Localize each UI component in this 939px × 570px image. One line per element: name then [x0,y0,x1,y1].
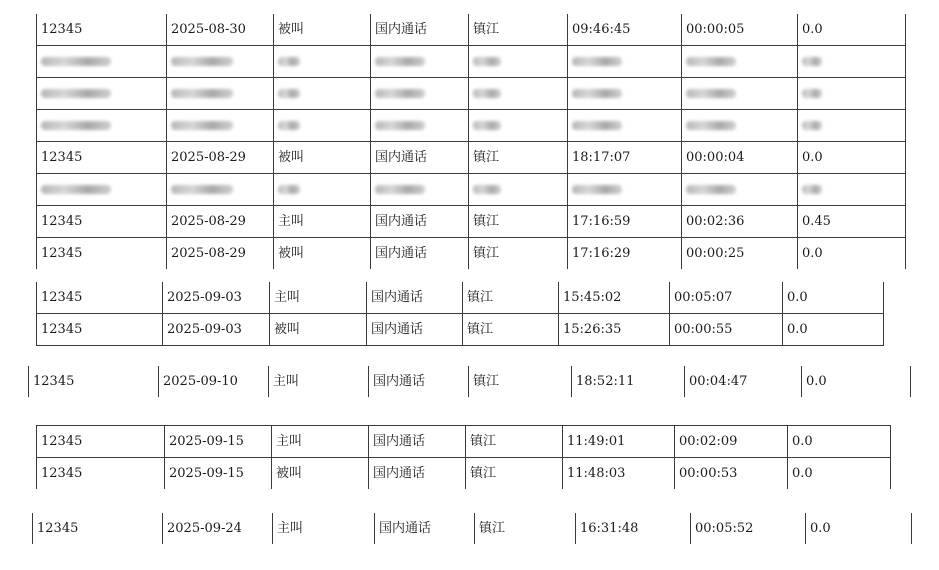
cell-time [568,46,682,78]
cell-date: 2025-08-29 [167,238,274,270]
cell-time: 16:31:48 [576,513,691,544]
cell-type: 国内通话 [371,206,469,238]
cell-type: 国内通话 [371,238,469,270]
cell-number: 12345 [37,282,163,314]
cell-date: 2025-08-30 [167,14,274,46]
redacted-blur [802,121,822,130]
cell-fee: 0.0 [783,314,884,346]
redacted-blur [171,185,233,194]
cell-number [37,46,167,78]
redacted-blur [572,185,622,194]
cell-date: 2025-09-03 [163,282,270,314]
redacted-blur [802,185,822,194]
cell-direction: 被叫 [274,238,371,270]
table-row [37,142,906,174]
cell-date: 2025-09-10 [159,366,269,397]
redacted-blur [41,121,111,130]
table-row-redacted [37,110,906,142]
cell-location: 镇江 [463,282,559,314]
redacted-blur [171,121,233,130]
cell-fee [798,110,906,142]
table-row [37,282,884,314]
redacted-blur [473,89,501,98]
cell-duration [682,78,798,110]
cell-time: 17:16:29 [568,238,682,270]
call-record-table [28,366,911,397]
redacted-blur [572,121,622,130]
cell-fee: 0.0 [798,14,906,46]
cell-number: 12345 [37,458,165,490]
call-record-table-1 [36,14,906,269]
cell-direction: 被叫 [274,142,371,174]
cell-number: 12345 [37,314,163,346]
cell-duration: 00:05:07 [670,282,783,314]
cell-date: 2025-09-03 [163,314,270,346]
redacted-blur [41,89,111,98]
cell-type: 国内通话 [375,513,475,544]
cell-location: 镇江 [469,366,572,397]
cell-duration: 00:02:36 [682,206,798,238]
cell-direction [274,46,371,78]
table-row [37,426,891,458]
redacted-blur [802,57,822,66]
table-row [37,314,884,346]
cell-direction [274,110,371,142]
redacted-blur [473,121,501,130]
cell-number [37,78,167,110]
cell-direction: 主叫 [273,513,375,544]
redacted-blur [375,185,425,194]
redacted-blur [802,89,822,98]
call-record-table-2 [36,282,884,346]
cell-number [37,110,167,142]
table-row-redacted [37,46,906,78]
redacted-blur [473,185,501,194]
cell-location [469,78,568,110]
cell-duration [682,46,798,78]
cell-duration: 00:04:47 [685,366,802,397]
redacted-blur [686,57,736,66]
redacted-blur [375,121,425,130]
redacted-blur [41,185,111,194]
cell-location: 镇江 [469,14,568,46]
redacted-blur [278,89,300,98]
cell-fee: 0.0 [788,458,891,490]
table-row [37,458,891,490]
redacted-blur [686,89,736,98]
cell-location: 镇江 [469,142,568,174]
cell-time: 11:49:01 [563,426,675,458]
cell-direction: 主叫 [269,366,369,397]
cell-duration: 00:00:55 [670,314,783,346]
cell-type: 国内通话 [369,426,466,458]
cell-fee: 0.0 [788,426,891,458]
cell-date: 2025-08-29 [167,142,274,174]
cell-number: 12345 [37,206,167,238]
cell-fee: 0.0 [783,282,884,314]
cell-date [167,46,274,78]
cell-direction: 主叫 [274,206,371,238]
cell-duration [682,110,798,142]
redacted-blur [171,89,233,98]
cell-type [371,110,469,142]
call-record-table [36,425,891,489]
redacted-blur [686,121,736,130]
cell-duration [682,174,798,206]
table-row-redacted [37,174,906,206]
cell-type: 国内通话 [369,458,466,490]
cell-number: 12345 [37,426,165,458]
table-row [37,206,906,238]
cell-time: 15:45:02 [559,282,670,314]
cell-number: 12345 [37,238,167,270]
call-record-table [36,14,906,269]
cell-type [371,78,469,110]
cell-type: 国内通话 [367,314,463,346]
cell-number: 12345 [37,14,167,46]
call-record-table-3 [28,366,911,397]
cell-time [568,174,682,206]
cell-fee: 0.0 [798,142,906,174]
cell-fee [798,46,906,78]
cell-date [167,174,274,206]
cell-type: 国内通话 [369,366,469,397]
cell-direction: 主叫 [270,282,367,314]
redacted-blur [572,57,622,66]
cell-duration: 00:02:09 [675,426,788,458]
cell-direction: 主叫 [272,426,369,458]
cell-time [568,110,682,142]
call-record-table [32,513,912,544]
cell-date [167,110,274,142]
cell-duration: 00:00:04 [682,142,798,174]
cell-type: 国内通话 [371,14,469,46]
call-record-table-4 [36,425,891,489]
cell-location: 镇江 [466,426,563,458]
table-row [29,366,911,397]
cell-date: 2025-09-24 [163,513,273,544]
redacted-blur [278,185,300,194]
cell-location: 镇江 [469,206,568,238]
cell-duration: 00:05:52 [691,513,806,544]
cell-fee [798,174,906,206]
redacted-blur [171,57,233,66]
table-row [33,513,912,544]
cell-number: 12345 [37,142,167,174]
cell-duration: 00:00:05 [682,14,798,46]
cell-fee: 0.0 [806,513,912,544]
redacted-blur [375,89,425,98]
table-row-redacted [37,78,906,110]
call-record-table [36,282,884,346]
cell-direction: 被叫 [274,14,371,46]
cell-type [371,174,469,206]
table-row [37,14,906,46]
cell-date: 2025-09-15 [165,458,272,490]
cell-number [37,174,167,206]
redacted-blur [473,57,501,66]
cell-type: 国内通话 [367,282,463,314]
call-record-table-5 [32,513,912,544]
cell-location [469,46,568,78]
cell-duration: 00:00:53 [675,458,788,490]
cell-date: 2025-09-15 [165,426,272,458]
cell-time: 15:26:35 [559,314,670,346]
cell-time: 09:46:45 [568,14,682,46]
cell-location [469,110,568,142]
cell-direction: 被叫 [272,458,369,490]
redacted-blur [572,89,622,98]
cell-direction [274,78,371,110]
cell-number: 12345 [33,513,163,544]
cell-location: 镇江 [466,458,563,490]
cell-direction: 被叫 [270,314,367,346]
cell-number: 12345 [29,366,159,397]
cell-fee: 0.0 [798,238,906,270]
redacted-blur [375,57,425,66]
cell-fee: 0.0 [802,366,911,397]
cell-fee [798,78,906,110]
table-row [37,238,906,270]
cell-type: 国内通话 [371,142,469,174]
cell-time: 17:16:59 [568,206,682,238]
cell-location: 镇江 [475,513,576,544]
cell-location: 镇江 [469,238,568,270]
cell-location: 镇江 [463,314,559,346]
cell-time: 11:48:03 [563,458,675,490]
redacted-blur [278,57,300,66]
cell-date: 2025-08-29 [167,206,274,238]
cell-location [469,174,568,206]
cell-duration: 00:00:25 [682,238,798,270]
redacted-blur [278,121,300,130]
cell-fee: 0.45 [798,206,906,238]
cell-time: 18:17:07 [568,142,682,174]
redacted-blur [41,57,111,66]
cell-time: 18:52:11 [572,366,685,397]
cell-date [167,78,274,110]
cell-time [568,78,682,110]
cell-direction [274,174,371,206]
cell-type [371,46,469,78]
redacted-blur [686,185,736,194]
